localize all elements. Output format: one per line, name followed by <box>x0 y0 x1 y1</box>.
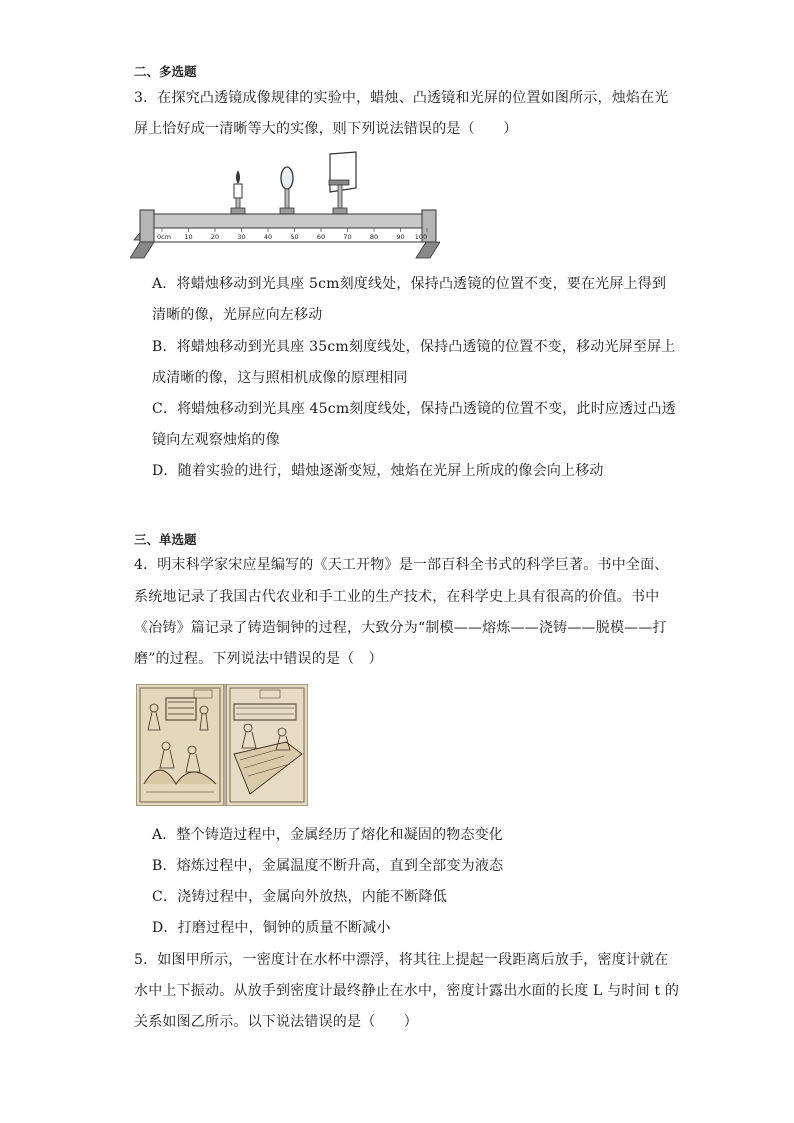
question-4-option-b: B．熔炼过程中，金属温度不断升高，直到全部变为液态 <box>152 858 504 874</box>
light-screen <box>329 152 356 214</box>
question-4-stem-line-4: 磨”的过程。下列说法中错误的是（ ） <box>134 651 383 667</box>
question-5-stem-line-1: 5．如图甲所示，一密度计在水杯中漂浮，将其往上提起一段距离后放手，密度计就在 <box>134 952 669 968</box>
question-4-option-c: C．浇铸过程中，金属向外放热，内能不断降低 <box>152 889 447 905</box>
question-4-stem-line-2: 系统地记录了我国古代农业和手工业的生产技术，在科学史上具有很高的价值。书中 <box>134 589 660 605</box>
candle <box>231 170 245 214</box>
question-4-stem-line-1: 4．明末科学家宋应星编写的《天工开物》是一部百科全书式的科学巨著。书中全面、 <box>134 557 669 573</box>
question-5-stem-line-2: 水中上下振动。从放手到密度计最终静止在水中，密度计露出水面的长度 L 与时间 t 的 <box>134 983 680 999</box>
ruler-label-70: 70 <box>343 233 352 241</box>
ancient-bell-casting-illustration <box>136 684 308 806</box>
ruler-label-50: 50 <box>290 233 299 241</box>
convex-lens <box>280 167 294 214</box>
question-4-stem-line-3: 《冶铸》篇记录了铸造铜钟的过程，大致分为“制模——熔炼——浇铸——脱模——打 <box>134 620 667 636</box>
ruler-label-40: 40 <box>263 233 273 241</box>
question-5-stem-line-3: 关系如图乙所示。以下说法错误的是（ ） <box>134 1014 418 1030</box>
question-3-option-d: D．随着实验的进行，蜡烛逐渐变短，烛焰在光屏上所成的像会向上移动 <box>152 463 604 479</box>
question-4-option-a: A．整个铸造过程中，金属经历了熔化和凝固的物态变化 <box>152 827 504 843</box>
ruler-label-0: 0cm <box>156 233 172 241</box>
question-3-option-b-line-1: B．将蜡烛移动到光具座 35cm刻度线处，保持凸透镜的位置不变，移动光屏至屏上 <box>152 339 676 355</box>
ruler-label-100: 100 <box>414 233 428 241</box>
question-3-option-a-line-1: A．将蜡烛移动到光具座 5cm刻度线处，保持凸透镜的位置不变，要在光屏上得到 <box>152 276 667 292</box>
ruler-label-80: 80 <box>369 233 379 241</box>
question-3-option-a-line-2: 清晰的像，光屏应向左移动 <box>152 307 323 323</box>
ruler-label-30: 30 <box>237 233 246 241</box>
optical-bench-figure <box>130 148 440 260</box>
ruler-label-60: 60 <box>316 233 326 241</box>
question-3-option-b-line-2: 成清晰的像，这与照相机成像的原理相同 <box>152 370 408 386</box>
question-3-stem-line-1: 3．在探究凸透镜成像规律的实验中，蜡烛、凸透镜和光屏的位置如图所示，烛焰在光 <box>134 90 669 106</box>
ruler-label-20: 20 <box>210 233 220 241</box>
illustration-right-page <box>226 684 308 806</box>
question-4-option-d: D．打磨过程中，铜钟的质量不断减小 <box>152 920 391 936</box>
optical-bench-rail <box>130 210 440 258</box>
section-title-single-choice: 三、单选题 <box>134 532 197 547</box>
question-3-stem-line-2: 屏上恰好成一清晰等大的实像，则下列说法错误的是（ ） <box>134 121 518 137</box>
illustration-left-page <box>136 684 224 806</box>
ruler-label-10: 10 <box>184 233 193 241</box>
question-3-option-c-line-1: C．将蜡烛移动到光具座 45cm刻度线处，保持凸透镜的位置不变，此时应透过凸透 <box>152 401 676 417</box>
question-3-option-c-line-2: 镜向左观察烛焰的像 <box>152 432 280 448</box>
ruler-label-90: 90 <box>396 233 405 241</box>
section-title-multiple-choice: 二、多选题 <box>134 64 197 79</box>
